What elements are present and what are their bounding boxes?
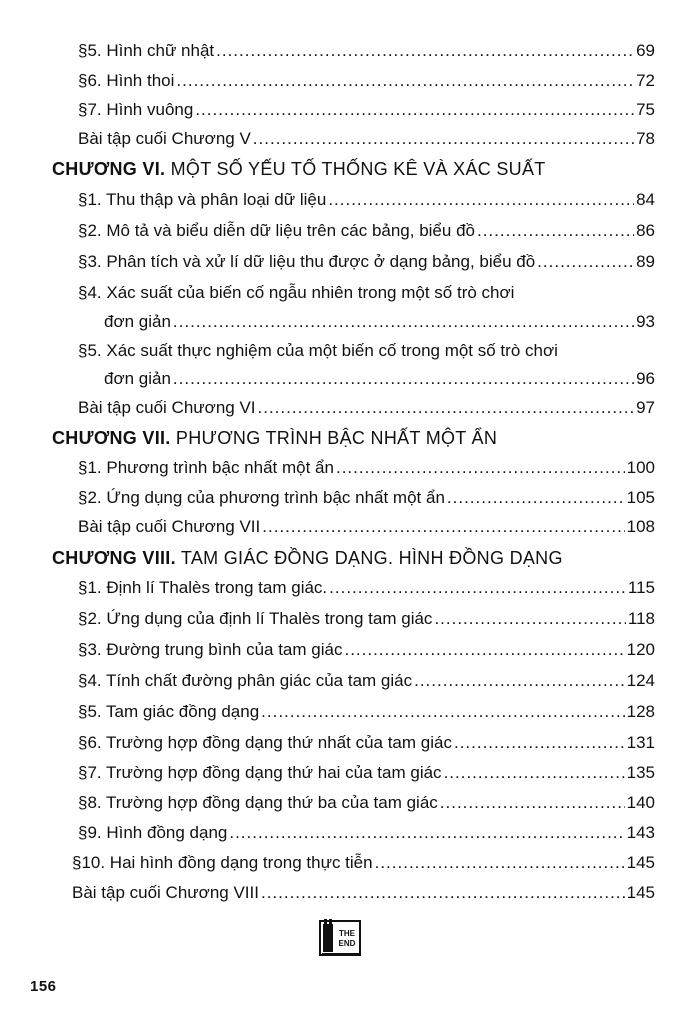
dot-leader — [173, 368, 634, 390]
toc-entry — [78, 189, 655, 211]
toc-entry-page: 140 — [626, 793, 655, 812]
chapter-number: CHƯƠNG VIII. — [52, 548, 176, 568]
toc-entry-title: §1. Định lí Thalès trong tam giác. — [78, 578, 328, 597]
chapter-heading — [52, 546, 563, 570]
toc-entry — [78, 397, 655, 419]
toc-entry-title-continued: đơn giản — [104, 312, 171, 331]
toc-entry — [78, 40, 655, 62]
toc-entry-page: 96 — [636, 369, 655, 388]
toc-entry — [78, 251, 655, 273]
dot-leader — [344, 639, 624, 661]
toc-entry-page: 97 — [636, 398, 655, 417]
toc-entry-title: §2. Ứng dụng của định lí Thalès trong tam giác — [78, 609, 433, 628]
dot-leader — [447, 487, 625, 509]
toc-entry-title: §6. Hình thoi — [78, 71, 175, 90]
toc-entry-page: 128 — [626, 702, 655, 721]
dot-leader — [414, 670, 625, 692]
toc-entry-title-continued: đơn giản — [104, 369, 171, 388]
dot-leader — [537, 251, 634, 273]
toc-entry-title: §3. Phân tích và xử lí dữ liệu thu được ở dạng bảng, biểu đồ — [78, 252, 536, 271]
toc-entry-page: 143 — [626, 823, 655, 842]
dot-leader — [440, 792, 625, 814]
toc-entry-title: §6. Trường hợp đồng dạng thứ nhất của tam giác — [78, 733, 452, 752]
toc-entry — [78, 220, 655, 242]
toc-entry — [78, 577, 655, 599]
toc-entry-title: Bài tập cuối Chương VII — [78, 517, 261, 536]
dot-leader — [454, 732, 625, 754]
toc-entry — [78, 732, 655, 754]
toc-entry — [78, 762, 655, 784]
chapter-title: MỘT SỐ YẾU TỐ THỐNG KÊ VÀ XÁC SUẤT — [170, 159, 546, 179]
end-icon-text-top: THE — [339, 929, 355, 938]
toc-entry-title: Bài tập cuối Chương VI — [78, 398, 256, 417]
dot-leader — [328, 189, 634, 211]
the-end-book-icon — [319, 918, 363, 958]
dot-leader — [261, 701, 624, 723]
dot-leader — [173, 311, 634, 333]
toc-entry-page: 124 — [626, 671, 655, 690]
toc-entry-title: Bài tập cuối Chương VIII — [72, 883, 259, 902]
toc-entry-page: 89 — [636, 252, 655, 271]
dot-leader — [258, 397, 635, 419]
toc-entry-page: 108 — [626, 517, 655, 536]
toc-entry-title: §5. Tam giác đồng dạng — [78, 702, 260, 721]
toc-entry — [78, 487, 655, 509]
toc-entry — [78, 457, 655, 479]
toc-entry — [78, 670, 655, 692]
toc-entry-title: §10. Hai hình đồng dạng trong thực tiễn — [72, 853, 373, 872]
page-number: 156 — [30, 978, 57, 995]
toc-entry-page: 105 — [626, 488, 655, 507]
toc-entry — [78, 792, 655, 814]
toc-entry-page: 115 — [627, 578, 655, 597]
chapter-title: PHƯƠNG TRÌNH BẬC NHẤT MỘT ẨN — [175, 428, 498, 448]
toc-entry-page: 69 — [636, 41, 655, 60]
toc-entry-page: 72 — [636, 71, 655, 90]
toc-entry — [78, 822, 655, 844]
chapter-heading — [52, 157, 546, 181]
chapter-number: CHƯƠNG VI. — [52, 159, 166, 179]
toc-entry-title: §7. Hình vuông — [78, 100, 194, 119]
toc-entry — [78, 128, 655, 150]
toc-entry-page: 100 — [626, 458, 655, 477]
toc-entry-page: 145 — [626, 883, 655, 902]
toc-entry — [78, 70, 655, 92]
toc-entry — [78, 516, 655, 538]
chapter-heading — [52, 426, 497, 450]
toc-entry-page: 86 — [636, 221, 655, 240]
toc-entry — [78, 99, 655, 121]
toc-entry — [78, 701, 655, 723]
dot-leader — [444, 762, 625, 784]
toc-entry-title: §5. Hình chữ nhật — [78, 41, 215, 60]
end-icon-text-bottom: END — [338, 939, 356, 948]
dot-leader — [262, 516, 624, 538]
toc-entry-title: §4. Xác suất của biến cố ngẫu nhiên trong một số trò chơi — [78, 283, 515, 302]
toc-entry-page: 145 — [626, 853, 655, 872]
toc-entry-title: §1. Thu thập và phân loại dữ liệu — [78, 190, 327, 209]
toc-entry-title: §7. Trường hợp đồng dạng thứ hai của tam giác — [78, 763, 442, 782]
toc-entry-page: 84 — [636, 190, 655, 209]
toc-entry — [104, 368, 655, 390]
chapter-title: TAM GIÁC ĐỒNG DẠNG. HÌNH ĐỒNG DẠNG — [180, 548, 563, 568]
toc-entry-title: §5. Xác suất thực nghiệm của một biến cố trong một số trò chơi — [78, 341, 558, 360]
toc-entry-title: Bài tập cuối Chương V — [78, 129, 251, 148]
toc-entry — [72, 852, 655, 874]
toc-entry-page: 135 — [626, 763, 655, 782]
toc-entry — [78, 639, 655, 661]
dot-leader — [229, 822, 624, 844]
toc-entry-title: §1. Phương trình bậc nhất một ẩn — [78, 458, 334, 477]
toc-entry — [78, 608, 655, 630]
toc-entry — [72, 882, 655, 904]
toc-entry-page: 118 — [627, 609, 655, 628]
toc-entry-page: 131 — [626, 733, 655, 752]
chapter-number: CHƯƠNG VII. — [52, 428, 171, 448]
toc-entry-title: §2. Ứng dụng của phương trình bậc nhất một ẩn — [78, 488, 445, 507]
toc-entry-title: §8. Trường hợp đồng dạng thứ ba của tam giác — [78, 793, 438, 812]
dot-leader — [375, 852, 625, 874]
toc-entry-title: §2. Mô tả và biểu diễn dữ liệu trên các bảng, biểu đồ — [78, 221, 475, 240]
toc-entry-title: §3. Đường trung bình của tam giác — [78, 640, 343, 659]
dot-leader — [336, 457, 625, 479]
toc-entry-page: 120 — [626, 640, 655, 659]
dot-leader — [434, 608, 625, 630]
toc-entry-page: 93 — [636, 312, 655, 331]
toc-entry-title: §4. Tính chất đường phân giác của tam giác — [78, 671, 413, 690]
toc-entry-page: 75 — [636, 100, 655, 119]
toc-entry-page: 78 — [636, 129, 655, 148]
toc-entry-title: §9. Hình đồng dạng — [78, 823, 228, 842]
dot-leader — [195, 99, 634, 121]
dot-leader — [216, 40, 634, 62]
dot-leader — [176, 70, 634, 92]
dot-leader — [261, 882, 625, 904]
toc-entry — [104, 311, 655, 333]
dot-leader — [477, 220, 634, 242]
dot-leader — [329, 577, 626, 599]
dot-leader — [253, 128, 634, 150]
